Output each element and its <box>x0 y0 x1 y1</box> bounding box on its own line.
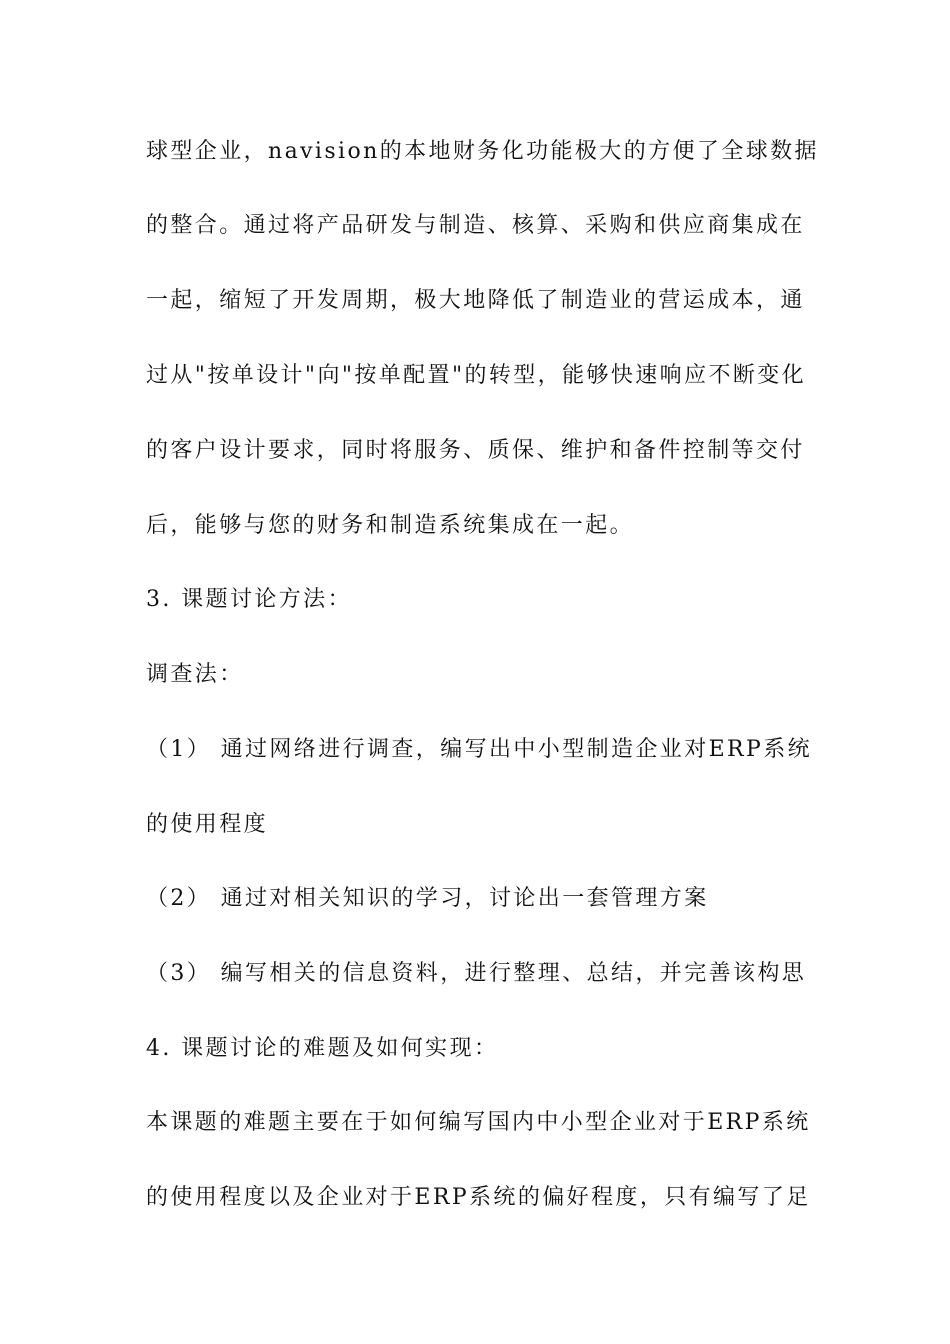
method-label: 调查法： <box>146 662 244 687</box>
list-item-continuation: 的使用程度 <box>146 812 269 837</box>
list-item: （3） 编写相关的信息资料，进行整理、总结，并完善该构思 <box>146 961 807 986</box>
paragraph-line: 球型企业，navision的本地财务化功能极大的方便了全球数据 <box>146 139 819 164</box>
paragraph-line: 的整合。通过将产品研发与制造、核算、采购和供应商集成在 <box>146 213 805 238</box>
section-heading: 4. 课题讨论的难题及如何实现： <box>146 1036 499 1061</box>
paragraph-line: 的使用程度以及企业对于ERP系统的偏好程度，只有编写了足 <box>146 1185 811 1210</box>
list-item: （1） 通过网络进行调查，编写出中小型制造企业对ERP系统 <box>146 737 813 762</box>
paragraph-line: 本课题的难题主要在于如何编写国内中小型企业对于ERP系统 <box>146 1110 811 1135</box>
paragraph-line: 后，能够与您的财务和制造系统集成在一起。 <box>146 513 635 538</box>
section-heading: 3. 课题讨论方法： <box>146 587 352 612</box>
list-item: （2） 通过对相关知识的学习，讨论出一套管理方案 <box>146 886 709 911</box>
paragraph-line: 一起，缩短了开发周期，极大地降低了制造业的营运成本，通 <box>146 288 805 313</box>
paragraph-line: 过从"按单设计"向"按单配置"的转型，能够快速响应不断变化 <box>146 363 807 388</box>
paragraph-line: 的客户设计要求，同时将服务、质保、维护和备件控制等交付 <box>146 438 805 463</box>
